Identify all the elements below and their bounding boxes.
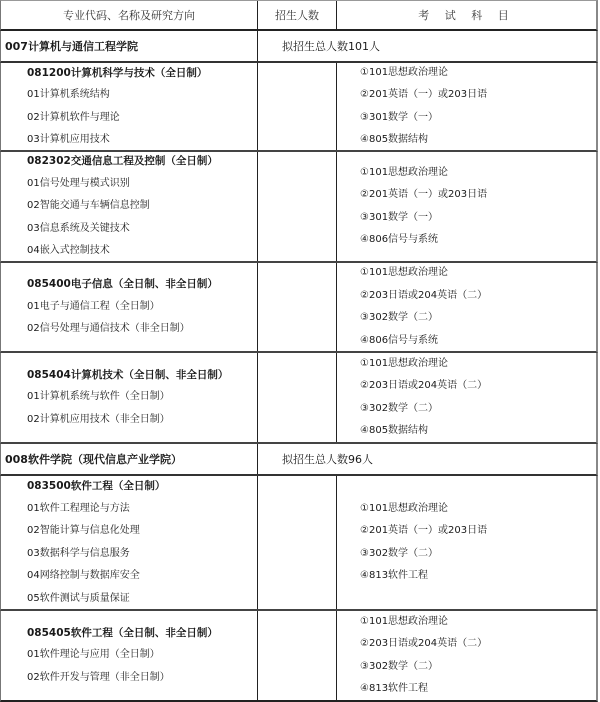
direction: 02智能计算与信息化处理: [27, 525, 140, 536]
college-row: [0, 444, 598, 476]
major-row: [0, 611, 598, 702]
major-count: [257, 353, 336, 442]
subject: ②201英语（一）或203日语: [360, 89, 488, 100]
subject: ④806信号与系统: [360, 234, 439, 245]
college-quota: 拟招生总人数96人: [257, 444, 596, 474]
subject: ③302数学（二）: [360, 660, 439, 672]
college-name: 007计算机与通信工程学院: [5, 40, 138, 53]
exam-subjects: [336, 152, 596, 261]
subject: ③302数学（二）: [360, 402, 439, 414]
subject: ④805数据结构: [360, 425, 429, 436]
major-row: [0, 63, 598, 152]
subject: ③301数学（一）: [360, 211, 439, 223]
major-count: [257, 611, 336, 700]
major-info: [1, 611, 257, 700]
subject: ①101思想政治理论: [360, 357, 449, 369]
direction: 05软件测试与质量保证: [27, 592, 130, 604]
direction: 02智能交通与车辆信息控制: [27, 200, 150, 212]
table-header: [0, 0, 598, 31]
major-title: 083500软件工程（全日制）: [27, 480, 166, 492]
subject: ②201英语（一）或203日语: [360, 189, 488, 200]
header-major: [1, 1, 257, 29]
subject: ②201英语（一）或203日语: [360, 525, 488, 536]
header-subjects: [336, 1, 596, 29]
major-row: [0, 263, 598, 353]
major-row: [0, 476, 598, 611]
major-info: [1, 152, 257, 261]
major-title: 085404计算机技术（全日制、非全日制）: [27, 368, 229, 381]
exam-subjects: [336, 63, 596, 150]
subject: ①101思想政治理论: [360, 502, 449, 514]
major-count: [257, 476, 336, 609]
direction: 01信号处理与模式识别: [27, 177, 130, 189]
major-title: 081200计算机科学与技术（全日制）: [27, 66, 208, 79]
direction: 02软件开发与管理（非全日制）: [27, 671, 170, 683]
subject: ②203日语或204英语（二）: [360, 380, 488, 391]
exam-subjects: [336, 263, 596, 351]
major-row: [0, 353, 598, 444]
exam-subjects: [336, 611, 596, 700]
major-title: 082302交通信息工程及控制（全日制）: [27, 155, 218, 168]
direction: 01计算机系统结构: [27, 89, 110, 100]
direction: 03信息系统及关键技术: [27, 222, 130, 234]
header-subjects-label: 考 试 科 目: [418, 9, 515, 22]
direction: 01软件理论与应用（全日制）: [27, 649, 160, 661]
direction: 02信号处理与通信技术（非全日制）: [27, 323, 190, 335]
subject: ③302数学（二）: [360, 547, 439, 559]
subject: ④806信号与系统: [360, 334, 439, 346]
direction: 03数据科学与信息服务: [27, 547, 130, 559]
major-info: [1, 63, 257, 150]
subject: ③301数学（一）: [360, 111, 439, 123]
major-info: [1, 476, 257, 609]
subject: ①101思想政治理论: [360, 166, 449, 178]
college-row: [0, 31, 598, 63]
subject: ②203日语或204英语（二）: [360, 638, 488, 649]
major-info: [1, 353, 257, 442]
major-count: [257, 263, 336, 351]
subject: ④813软件工程: [360, 570, 429, 581]
direction: 02计算机应用技术（非全日制）: [27, 413, 170, 425]
subject: ③302数学（二）: [360, 312, 439, 323]
major-count: [257, 152, 336, 261]
subject: ④805数据结构: [360, 134, 429, 145]
major-title: 085400电子信息（全日制、非全日制）: [27, 278, 218, 291]
subject: ②203日语或204英语（二）: [360, 289, 488, 301]
exam-subjects: [336, 476, 596, 609]
subject: ①101思想政治理论: [360, 66, 449, 78]
major-row: [0, 152, 598, 263]
direction: 01电子与通信工程（全日制）: [27, 300, 160, 312]
major-title: 085405软件工程（全日制、非全日制）: [27, 626, 218, 639]
exam-subjects: [336, 353, 596, 442]
header-count: [257, 1, 336, 29]
header-major-label: 专业代码、名称及研究方向: [63, 9, 195, 22]
direction: 04嵌入式控制技术: [27, 245, 110, 257]
college-name: 008软件学院（现代信息产业学院）: [5, 453, 182, 466]
subject: ①101思想政治理论: [360, 615, 449, 627]
subject: ①101思想政治理论: [360, 267, 449, 278]
direction: 01计算机系统与软件（全日制）: [27, 391, 170, 403]
direction: 01软件工程理论与方法: [27, 502, 130, 514]
direction: 03计算机应用技术: [27, 134, 110, 145]
direction: 04网络控制与数据库安全: [27, 570, 140, 581]
major-count: [257, 63, 336, 150]
subject: ④813软件工程: [360, 683, 429, 694]
college-quota: 拟招生总人数101人: [257, 31, 596, 61]
major-info: [1, 263, 257, 351]
header-count-label: 招生人数: [275, 9, 319, 22]
direction: 02计算机软件与理论: [27, 111, 120, 123]
